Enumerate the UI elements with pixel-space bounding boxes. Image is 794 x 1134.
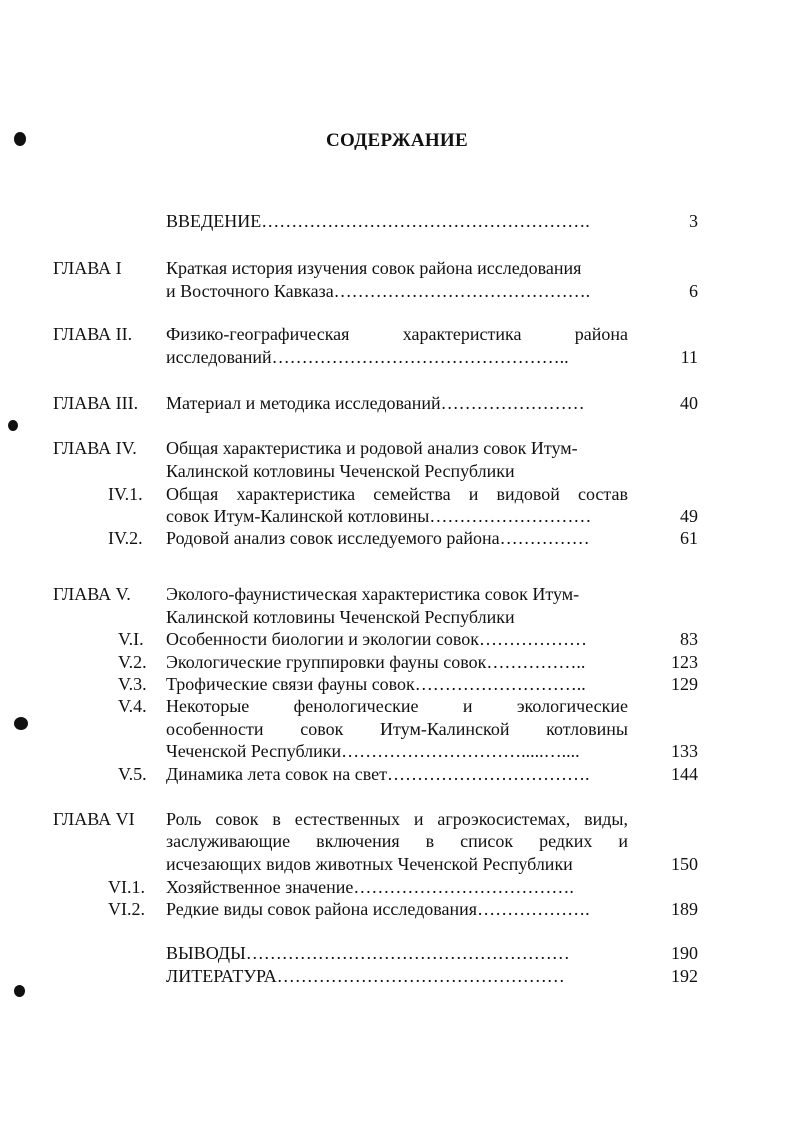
toc-ch5-s3-page: 129 <box>671 674 698 694</box>
toc-intro-text: ВВЕДЕНИЕ………………………………………………. <box>166 211 590 231</box>
toc-ch3-page: 40 <box>680 393 698 413</box>
scan-speck <box>8 420 18 431</box>
toc-ch2-label: ГЛАВА II. <box>53 324 133 344</box>
toc-ch5-s5-num: V.5. <box>118 764 147 784</box>
toc-ch5-s5-line1: Динамика лета совок на свет……………………………. <box>166 764 590 784</box>
toc-ch5-line2: Калинской котловины Чеченской Республики <box>166 607 515 627</box>
toc-ch6-s2-page: 189 <box>671 899 698 919</box>
toc-ch6-s2-num: VI.2. <box>108 899 145 919</box>
toc-ch5-s2-num: V.2. <box>118 652 147 672</box>
toc-ch5-s1-page: 83 <box>680 629 698 649</box>
toc-ch6-line3: исчезающих видов животных Чеченской Республики <box>166 854 573 874</box>
toc-ch6-line1: Роль совок в естественных и агроэкосистемах, виды, <box>166 809 628 829</box>
toc-ch5-s2-page: 123 <box>671 652 698 672</box>
toc-ch1-page: 6 <box>689 281 698 301</box>
toc-ch1-line1: Краткая история изучения совок района исследования <box>166 258 582 278</box>
toc-ch4-label: ГЛАВА IV. <box>53 438 137 458</box>
toc-ch5-s4-line2: особенности совок Итум-Калинской котловины <box>166 719 628 739</box>
toc-ch2-page: 11 <box>680 347 698 367</box>
toc-ch4-s1-num: IV.1. <box>108 484 143 504</box>
toc-ch4-line2: Калинской котловины Чеченской Республики <box>166 461 515 481</box>
toc-ch5-s1-line1: Особенности биологии и экологии совок……………… <box>166 629 587 649</box>
toc-ch2-line1: Физико-географическая характеристика района <box>166 324 628 344</box>
toc-ch3-label: ГЛАВА III. <box>53 393 139 413</box>
toc-ch2-line2: исследований………………………………………….. <box>166 347 569 367</box>
toc-ch5-s3-num: V.3. <box>118 674 147 694</box>
toc-conclusions-page: 190 <box>671 943 698 963</box>
toc-ch4-line1: Общая характеристика и родовой анализ совок Итум- <box>166 438 578 458</box>
toc-ch4-s2-num: IV.2. <box>108 528 143 548</box>
toc-literature-text: ЛИТЕРАТУРА………………………………………… <box>166 966 565 986</box>
toc-ch5-s3-line1: Трофические связи фауны совок……………………….. <box>166 674 586 694</box>
toc-ch6-label: ГЛАВА VI <box>53 809 135 829</box>
scan-speck <box>14 717 28 730</box>
toc-ch4-s2-line1: Родовой анализ совок исследуемого района…………… <box>166 528 590 548</box>
toc-ch4-s1-line1: Общая характеристика семейства и видовой состав <box>166 484 628 504</box>
toc-ch5-line1: Эколого-фаунистическая характеристика совок Итум- <box>166 584 580 604</box>
toc-ch6-s2-line1: Редкие виды совок района исследования………………. <box>166 899 590 919</box>
toc-ch4-s1-page: 49 <box>680 506 698 526</box>
page-title: СОДЕРЖАНИЕ <box>326 130 468 151</box>
toc-ch5-s4-num: V.4. <box>118 696 147 716</box>
scan-speck <box>14 985 25 997</box>
toc-ch4-s2-page: 61 <box>680 528 698 548</box>
toc-ch6-page: 150 <box>671 854 698 874</box>
toc-conclusions-text: ВЫВОДЫ……………………………………………… <box>166 943 570 963</box>
toc-ch6-line2: заслуживающие включения в список редких и <box>166 831 628 851</box>
toc-ch4-s1-line2: совок Итум-Калинской котловины……………………… <box>166 506 592 526</box>
toc-literature-page: 192 <box>671 966 698 986</box>
toc-ch6-s1-line1: Хозяйственное значение………………………………. <box>166 877 574 897</box>
toc-ch5-s1-num: V.I. <box>118 629 144 649</box>
toc-ch5-label: ГЛАВА V. <box>53 584 131 604</box>
toc-ch5-s5-page: 144 <box>671 764 698 784</box>
toc-ch1-label: ГЛАВА I <box>53 258 122 278</box>
toc-ch5-s4-page: 133 <box>671 741 698 761</box>
toc-ch1-line2: и Восточного Кавказа……………………………………. <box>166 281 591 301</box>
toc-ch6-s1-num: VI.1. <box>108 877 145 897</box>
toc-ch5-s2-line1: Экологические группировки фауны совок…………….. <box>166 652 586 672</box>
toc-intro-page: 3 <box>689 211 698 231</box>
toc-ch3-line1: Материал и методика исследований…………………… <box>166 393 585 413</box>
toc-ch5-s4-line3: Чеченской Республики………………………….....….... <box>166 741 580 761</box>
toc-ch5-s4-line1: Некоторые фенологические и экологические <box>166 696 628 716</box>
